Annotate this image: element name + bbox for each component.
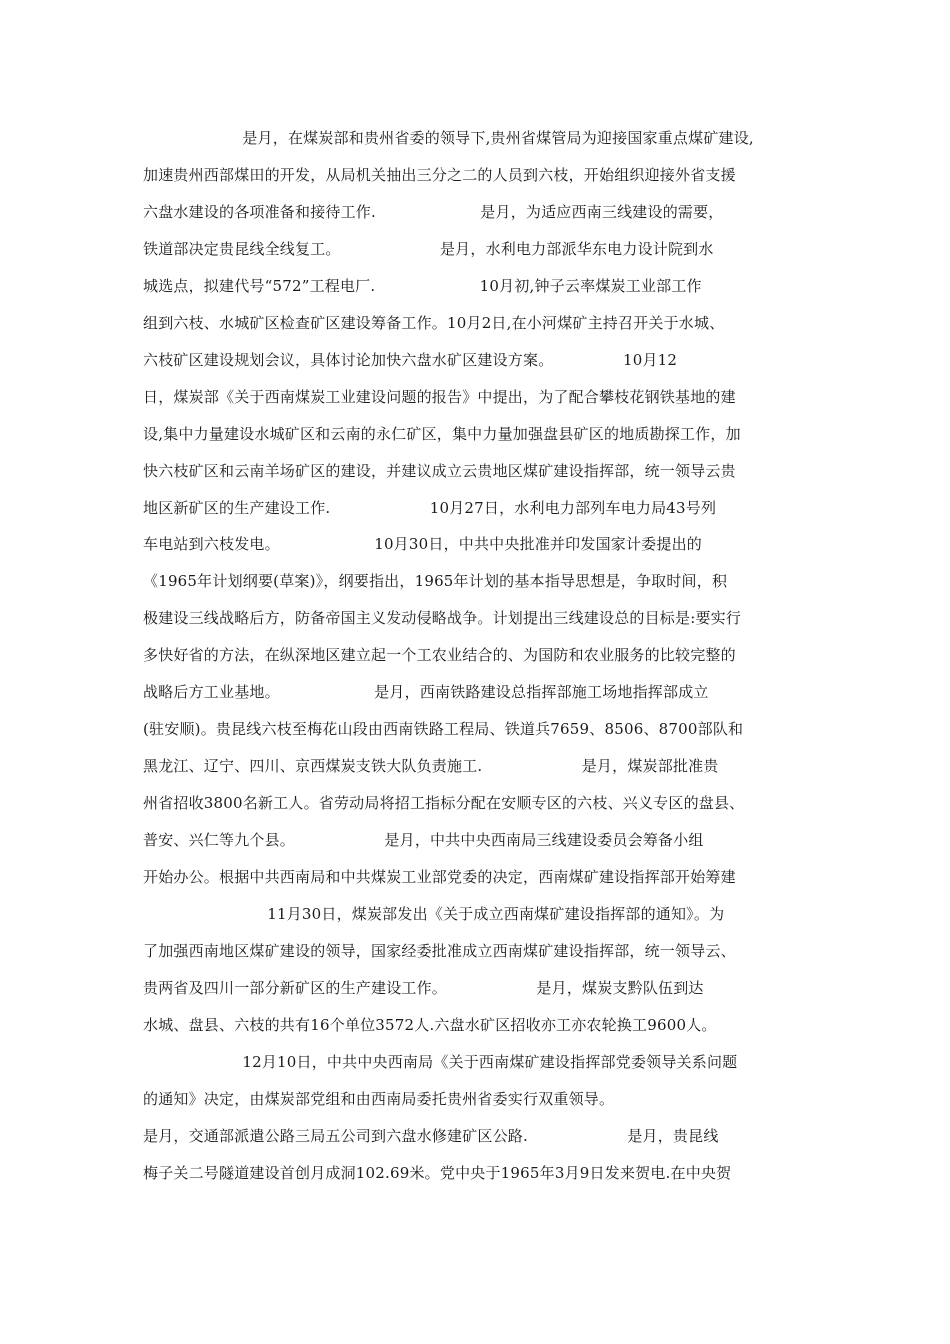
text-line: 的通知》决定，由煤炭部党组和由西南局委托贵州省委实行双重领导。 [143,1090,615,1108]
text-line: 了加强西南地区煤矿建设的领导，国家经委批准成立西南煤矿建设指挥部，统一领导云、 [143,942,736,960]
text-line: 普安、兴仁等九个县。 是月，中共中央西南局三线建设委员会筹备小组 [143,831,704,849]
text-line: 11月30日，煤炭部发出《关于成立西南煤矿建设指挥部的通知》。为 [143,905,725,923]
text-line: 加速贵州西部煤田的开发，从局机关抽出三分之二的人员到六枝，开始组织迎接外省支援 [143,166,736,184]
text-line: 城选点，拟建代号“572”工程电厂. 10月初,钟子云率煤炭工业部工作 [143,277,702,295]
text-line: 设,集中力量建设水城矿区和云南的永仁矿区，集中力量加强盘县矿区的地质勘探工作，加 [143,425,741,443]
text-line: 《1965年计划纲要(草案)》，纲要指出，1965年计划的基本指导思想是，争取时间，积 [143,572,728,590]
text-line: 水城、盘县、六枝的共有16个单位3572人.六盘水矿区招收亦工亦农轮换工9600人。 [143,1016,717,1034]
text-line: 是月，在煤炭部和贵州省委的领导下,贵州省煤管局为迎接国家重点煤矿建设, [143,129,754,147]
text-line: 贵两省及四川一部分新矿区的生产建设工作。 是月，煤炭支黔队伍到达 [143,979,704,997]
text-line: 梅子关二号隧道建设首创月成洞102.69米。党中央于1965年3月9日发来贺电.在中央贺 [143,1164,732,1182]
text-line: 地区新矿区的生产建设工作. 10月27日，水利电力部列车电力局43号列 [143,499,717,517]
text-line: 组到六枝、水城矿区检查矿区建设筹备工作。10月2日,在小河煤矿主持召开关于水城、 [143,314,725,332]
text-line: 黑龙江、辽宁、四川、京西煤炭支铁大队负责施工. 是月，煤炭部批准贵 [143,757,719,775]
text-line: 铁道部决定贵昆线全线复工。 是月，水利电力部派华东电力设计院到水 [143,240,714,258]
text-line: 车电站到六枝发电。 10月30日，中共中央批准并印发国家计委提出的 [143,535,702,553]
text-line: 12月10日，中共中央西南局《关于西南煤矿建设指挥部党委领导关系问题 [143,1053,738,1071]
text-line: 多快好省的方法，在纵深地区建立起一个工农业结合的、为国防和农业服务的比较完整的 [143,646,736,664]
text-line: 日，煤炭部《关于西南煤炭工业建设问题的报告》中提出，为了配合攀枝花钢铁基地的建 [143,388,736,406]
text-line: 是月，交通部派遣公路三局五公司到六盘水修建矿区公路. 是月，贵昆线 [143,1127,719,1145]
text-line: 六枝矿区建设规划会议，具体讨论加快六盘水矿区建设方案。 10月12 [143,351,678,369]
text-line: 州省招收3800名新工人。省劳动局将招工指标分配在安顺专区的六枝、兴义专区的盘县、 [143,794,745,812]
text-line: 六盘水建设的各项准备和接待工作. 是月，为适应西南三线建设的需要， [143,203,724,221]
text-line: 战略后方工业基地。 是月，西南铁路建设总指挥部施工场地指挥部成立 [143,683,709,701]
text-line: (驻安顺)。贵昆线六枝至梅花山段由西南铁路工程局、铁道兵7659、8506、8700部队和 [143,720,744,738]
text-line: 极建设三线战略后方，防备帝国主义发动侵略战争。计划提出三线建设总的目标是:要实行 [143,609,742,627]
text-line: 快六枝矿区和云南羊场矿区的建设，并建议成立云贵地区煤矿建设指挥部，统一领导云贵 [143,462,736,480]
text-line: 开始办公。根据中共西南局和中共煤炭工业部党委的决定，西南煤矿建设指挥部开始筹建 [143,868,736,886]
